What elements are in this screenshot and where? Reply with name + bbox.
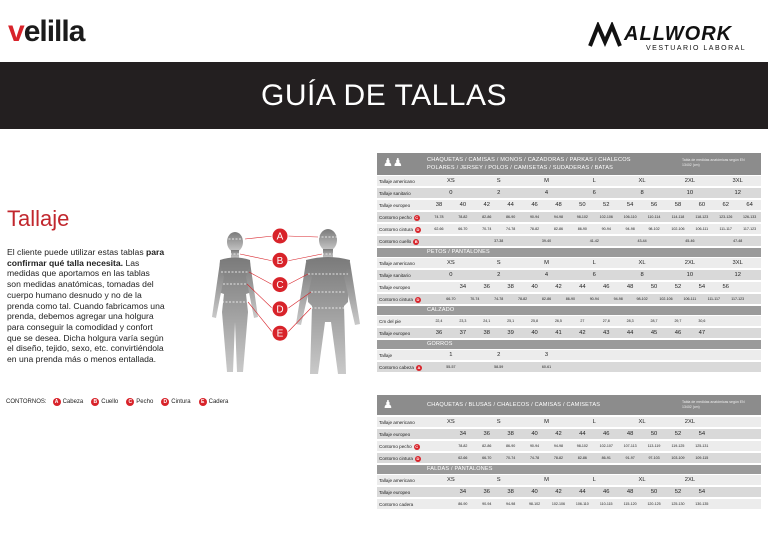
table-row xyxy=(377,441,761,452)
table-cell: M xyxy=(544,477,549,483)
contorno-cadera xyxy=(199,398,229,406)
table-cell: 86-90 xyxy=(458,502,468,506)
table-cell: 66-70 xyxy=(458,227,468,231)
svg-text:E: E xyxy=(276,328,284,340)
table-cell: 8 xyxy=(640,190,644,196)
table-cell: 45-46 xyxy=(685,239,695,243)
row-label: Tallaje sanitario xyxy=(379,273,411,278)
table-cell: 52 xyxy=(674,489,682,495)
table-cell: 0 xyxy=(449,190,453,196)
table-cell: 25,1 xyxy=(507,319,515,323)
section-header: FALDAS / PANTALONES xyxy=(377,465,761,474)
tallaje-heading: Tallaje xyxy=(7,206,70,231)
table-cell: S xyxy=(496,178,501,184)
table-row xyxy=(377,499,761,510)
table-cell: 40 xyxy=(531,284,538,290)
table-cell: 48 xyxy=(626,431,634,437)
woman-icon: ♟ xyxy=(383,399,393,411)
table-cell: 86-90 xyxy=(565,297,575,301)
table-cell: L xyxy=(592,477,596,483)
table-cell: XL xyxy=(638,419,646,425)
table-cell: 2XL xyxy=(684,260,696,266)
table-cell: 102-106 xyxy=(659,297,673,301)
svg-text:D: D xyxy=(276,304,284,316)
table-cell: 125-131 xyxy=(695,444,709,448)
table-cell: 12 xyxy=(734,190,741,196)
table-cell: 60 xyxy=(698,202,706,208)
svg-text:C: C xyxy=(276,280,284,292)
title-banner xyxy=(0,62,768,129)
row-label: Contorno cabeza A xyxy=(379,365,421,371)
table-cell: 78-82 xyxy=(529,227,540,231)
contour-marker: D xyxy=(416,456,420,462)
table-cell: 82-86 xyxy=(482,444,492,448)
table-row xyxy=(377,328,761,339)
table-cell: 43-44 xyxy=(637,239,647,243)
table-cell: 70-74 xyxy=(506,456,516,460)
section-header: CALZADO xyxy=(377,306,761,315)
table-cell: 38 xyxy=(507,431,514,437)
table-cell: 37-38 xyxy=(494,239,504,243)
table-cell: 26,5 xyxy=(554,319,562,323)
table-cell: 8 xyxy=(640,272,644,278)
table-cell: 120-125 xyxy=(647,502,661,506)
table-cell: 50 xyxy=(650,431,658,437)
table-cell: 66-70 xyxy=(446,297,456,301)
table-cell: 110-114 xyxy=(647,215,661,219)
table-cell: 44 xyxy=(626,330,634,336)
contornos-legend: CONTORNOS: A Cabeza B Cuello C Pecho D Cintura E Cadera xyxy=(6,399,229,405)
contour-marker: C xyxy=(415,444,419,450)
table-row xyxy=(377,350,761,361)
marker-c xyxy=(272,277,288,293)
contorno-cabeza xyxy=(53,398,84,406)
contorno-letter: A xyxy=(53,398,61,406)
table-cell: 54 xyxy=(626,202,634,208)
table-cell: 60-61 xyxy=(541,365,552,369)
table-cell: 36 xyxy=(483,431,490,437)
table-row xyxy=(377,258,761,269)
table-cell: XL xyxy=(638,178,646,184)
table-row xyxy=(377,475,761,486)
table-cell: 40 xyxy=(459,202,467,208)
table-cell: XS xyxy=(447,477,455,483)
table-cell: S xyxy=(496,419,501,425)
table-cell: 22,4 xyxy=(435,319,443,323)
table-header xyxy=(377,395,761,415)
categories-line-1: CHAQUETAS / CAMISAS / MONOS / CAZADORAS / PARKAS / CHALECOS xyxy=(427,157,631,163)
table-cell: 74-78 xyxy=(529,456,540,460)
row-label: Contorno cintura D xyxy=(379,456,420,462)
table-cell: 42 xyxy=(555,284,562,290)
top-bar xyxy=(0,0,768,62)
table-row xyxy=(377,294,761,305)
table-cell: 42 xyxy=(579,330,586,336)
table-cell: 23,3 xyxy=(459,319,467,323)
table-cell: 86-90 xyxy=(506,215,516,219)
table-cell: 90-94 xyxy=(601,227,611,231)
table-cell: 47 xyxy=(698,330,706,336)
table-cell: 44 xyxy=(579,489,586,495)
table-cell: 47-48 xyxy=(733,239,743,243)
table-cell: 78-82 xyxy=(458,444,468,448)
table-cell: 48 xyxy=(626,489,634,495)
table-row xyxy=(377,487,761,498)
table-cell: 114-118 xyxy=(671,215,685,219)
table-cell: 42 xyxy=(483,202,490,208)
table-cell: 54 xyxy=(698,431,706,437)
row-label: Tallaje americano xyxy=(379,420,415,425)
table-cell: S xyxy=(496,477,501,483)
table-cell: 62 xyxy=(722,202,729,208)
table-cell: 103-109 xyxy=(671,456,685,460)
table-cell: 43 xyxy=(603,330,610,336)
table-cell: 41 xyxy=(555,330,562,336)
table-cell: 55-57 xyxy=(446,365,456,369)
row-label: Tallaje europeo xyxy=(379,203,411,208)
table-cell: 78-82 xyxy=(553,456,564,460)
row-label: Tallaje europeo xyxy=(379,490,411,495)
table-cell: 107-113 xyxy=(623,444,637,448)
table-cell: 102-107 xyxy=(599,444,613,448)
table-row xyxy=(377,362,761,373)
table-cell: 28,3 xyxy=(626,319,634,323)
table-row xyxy=(377,282,761,293)
table-cell: 66-70 xyxy=(482,456,492,460)
table-cell: 125-130 xyxy=(671,502,685,506)
table-cell: 54 xyxy=(698,489,706,495)
table-cell: 86-90 xyxy=(506,444,516,448)
contour-marker: D xyxy=(416,297,420,303)
table-cell: 44 xyxy=(507,202,514,208)
table-cell: 118-123 xyxy=(695,215,709,219)
table-cell: 2XL xyxy=(684,419,696,425)
table-cell: 38 xyxy=(507,489,514,495)
table-cell: 106-110 xyxy=(575,502,589,506)
contorno-pecho xyxy=(126,398,153,406)
table-cell: 2 xyxy=(497,352,501,358)
row-label: Tallaje americano xyxy=(379,179,415,184)
table-cell: L xyxy=(592,178,596,184)
table-cell: 94-98 xyxy=(613,297,623,301)
table-cell: 56 xyxy=(650,202,658,208)
row-label: Tallaje xyxy=(379,353,393,358)
table-row xyxy=(377,236,761,247)
table-header xyxy=(377,153,761,175)
table-row xyxy=(377,188,761,199)
contorno-name: Cintura xyxy=(171,399,191,405)
table-cell: 82-86 xyxy=(482,215,492,219)
table-cell: M xyxy=(544,260,549,266)
table-cell: 58 xyxy=(674,202,682,208)
table-cell: 78-82 xyxy=(517,297,528,301)
table-cell: 74-78 xyxy=(494,297,504,301)
categories-line-2: POLARES / JERSEY / POLOS / CAMISETAS / SUDADERAS / BATAS xyxy=(427,165,614,171)
table-cell: 36 xyxy=(435,330,443,336)
table-cell: 44 xyxy=(579,431,586,437)
table-cell: 70-74 xyxy=(470,297,480,301)
table-cell: 94-98 xyxy=(553,215,564,219)
table-cell: 38 xyxy=(507,284,514,290)
row-label: Tallaje europeo xyxy=(379,285,411,290)
table-cell: 102-106 xyxy=(599,215,613,219)
table-cell: 46 xyxy=(603,489,610,495)
table-cell: 102-106 xyxy=(551,502,566,506)
table-cell: 40 xyxy=(531,330,538,336)
table-row xyxy=(377,429,761,440)
table-cell: 4 xyxy=(544,272,549,278)
intro-text: El cliente puede utilizar estas tablas para confirmar qué talla necesita. Las medidas que aportamos en las tablas son medidas anatómicas, tomadas del cuerpo humano desnudo y no de la prenda como tal. Cuando fabricamos una prenda, debemos agregar una holgura para conseguir la comodidad y confort que se desea. Dicha holgura varía según el diseño, tejido, sexo, etc. convirtiéndola en una prenda más o menos entallada. xyxy=(7,247,165,365)
table-row xyxy=(377,212,761,223)
table-cell: 27 xyxy=(580,319,585,323)
table-cell: 10 xyxy=(686,272,694,278)
table-cell: 38 xyxy=(483,330,490,336)
table-cell: 62-66 xyxy=(434,227,444,231)
table-cell: 82-86 xyxy=(577,456,587,460)
table-cell: 25,8 xyxy=(531,319,539,323)
table-note: Tabla de medidas anatómicas según EN 13402 (cm) xyxy=(682,158,745,167)
svg-text:A: A xyxy=(276,231,284,243)
table-cell: 113-119 xyxy=(647,444,661,448)
marker-d xyxy=(272,301,288,317)
garment-categories: CHAQUETAS / BLUSAS / CHALECOS / CAMISAS / CAMISETAS xyxy=(427,402,601,408)
page-title: GUÍA DE TALLAS xyxy=(261,78,507,112)
contorno-letter: E xyxy=(199,398,207,406)
table-cell: 46 xyxy=(674,330,682,336)
table-cell: 44 xyxy=(579,284,586,290)
allwork-logo: ALLWORK VESTUARIO LABORAL xyxy=(588,20,758,54)
table-cell: 3XL xyxy=(732,178,743,184)
table-cell: 82-86 xyxy=(553,227,564,231)
people-icon: ♟♟ xyxy=(383,157,403,169)
table-cell: 4 xyxy=(544,190,549,196)
table-cell: 0 xyxy=(449,272,453,278)
table-cell: 52 xyxy=(603,202,610,208)
table-cell: 30,6 xyxy=(698,319,706,323)
table-cell: 6 xyxy=(592,272,596,278)
table-cell: 42 xyxy=(555,431,562,437)
table-cell: 90-94 xyxy=(529,215,540,219)
table-cell: 94-98 xyxy=(625,227,635,231)
table-cell: 98-102 xyxy=(528,502,541,506)
table-cell: 98-102 xyxy=(576,215,588,219)
table-cell: 78-82 xyxy=(458,215,468,219)
table-cell: 58-59 xyxy=(494,365,504,369)
contorno-name: Pecho xyxy=(136,399,154,405)
table-cell: XS xyxy=(447,419,455,425)
table-cell: 126-133 xyxy=(743,215,757,219)
table-cell: 94-98 xyxy=(506,502,516,506)
contorno-cuello xyxy=(91,398,118,406)
table-cell: 6 xyxy=(592,190,596,196)
table-cell: 115-120 xyxy=(623,502,637,506)
table-cell: 111-117 xyxy=(719,227,732,231)
table-cell: 56 xyxy=(722,284,729,290)
table-note: Tabla de medidas anatómicas según EN 13402 (cm) xyxy=(682,400,745,409)
table-cell: 36 xyxy=(483,284,490,290)
contorno-name: Cabeza xyxy=(62,399,84,405)
table-cell: 42 xyxy=(555,489,562,495)
table-cell: 2 xyxy=(497,272,501,278)
table-cell: 37 xyxy=(459,330,467,336)
table-cell: 46 xyxy=(603,284,610,290)
table-cell: 38 xyxy=(435,202,443,208)
row-label: Tallaje europeo xyxy=(379,331,411,336)
contour-marker: D xyxy=(416,227,420,233)
table-cell: 34 xyxy=(459,431,467,437)
table-cell: 98-102 xyxy=(648,227,660,231)
table-cell: 28,7 xyxy=(650,319,658,323)
table-cell: 98-102 xyxy=(636,297,648,301)
row-label: Tallaje europeo xyxy=(379,432,411,437)
table-cell: 82-86 xyxy=(541,297,552,301)
table-cell: 52 xyxy=(674,284,682,290)
marker-e xyxy=(272,325,288,341)
contorno-cintura xyxy=(161,398,190,406)
contorno-letter: C xyxy=(126,398,134,406)
table-cell: 98-102 xyxy=(576,444,588,448)
table-cell: 3XL xyxy=(732,260,743,266)
table-cell: 130-135 xyxy=(695,502,709,506)
table-cell: XL xyxy=(638,260,646,266)
table-cell: 91-97 xyxy=(625,456,635,460)
table-cell: 54 xyxy=(698,284,706,290)
row-label: Tallaje americano xyxy=(379,261,415,266)
table-cell: 50 xyxy=(579,202,586,208)
velilla-logo: velilla xyxy=(8,15,85,48)
table-cell: S xyxy=(496,260,501,266)
table-cell: 70-74 xyxy=(482,227,492,231)
table-cell: XS xyxy=(447,178,455,184)
row-label: Contorno cintura D xyxy=(379,227,420,233)
table-cell: 45 xyxy=(650,330,658,336)
row-label: Contorno pecho C xyxy=(379,444,419,450)
table-cell: 86-91 xyxy=(601,456,611,460)
row-label: Contorno cadera xyxy=(379,502,414,507)
contour-marker: A xyxy=(417,365,421,371)
section-header: PETOS / PANTALONES xyxy=(377,248,761,257)
table-cell: 48 xyxy=(555,202,562,208)
contorno-name: Cadera xyxy=(208,399,229,405)
row-label: Contorno cintura D xyxy=(379,297,420,303)
table-cell: 39 xyxy=(507,330,514,336)
table-row xyxy=(377,417,761,428)
male-figure xyxy=(296,229,360,374)
table-cell: 34 xyxy=(459,489,467,495)
table-cell: 29,7 xyxy=(674,319,682,323)
table-cell: 109-115 xyxy=(695,456,709,460)
row-label: Contorno cuello B xyxy=(379,239,418,245)
table-cell: 3 xyxy=(544,352,549,358)
table-cell: 106-111 xyxy=(683,297,697,301)
table-cell: 106-110 xyxy=(623,215,637,219)
table-cell: 119-125 xyxy=(671,444,685,448)
table-cell: 52 xyxy=(674,431,682,437)
row-label: Tallaje americano xyxy=(379,478,415,483)
contorno-letter: D xyxy=(161,398,169,406)
table-cell: 90-94 xyxy=(529,444,540,448)
table-cell: 86-90 xyxy=(577,227,587,231)
table-cell: 39-40 xyxy=(541,239,552,243)
section-header: GORROS xyxy=(377,340,761,349)
marker-a xyxy=(272,228,288,244)
table-cell: 117-123 xyxy=(731,297,745,301)
body-figures xyxy=(210,222,375,382)
svg-text:B: B xyxy=(276,255,284,267)
table-row xyxy=(377,176,761,187)
table-cell: 1 xyxy=(449,352,453,358)
table-cell: L xyxy=(592,260,596,266)
table-cell: XL xyxy=(638,477,646,483)
table-cell: 34 xyxy=(459,284,467,290)
table-cell: 110-115 xyxy=(599,502,613,506)
table-cell: 90-94 xyxy=(589,297,599,301)
table-cell: 50 xyxy=(650,284,658,290)
table-row xyxy=(377,224,761,235)
table-cell: 123-126 xyxy=(719,215,733,219)
table-cell: 94-98 xyxy=(553,444,564,448)
table-cell: 40 xyxy=(531,431,538,437)
table-cell: 111-117 xyxy=(707,297,720,301)
table-cell: 97-103 xyxy=(648,456,660,460)
table-cell: 102-106 xyxy=(671,227,685,231)
contour-marker: B xyxy=(414,239,418,245)
table-cell: 106-111 xyxy=(695,227,709,231)
marker-b xyxy=(272,252,288,268)
table-row xyxy=(377,200,761,211)
table-cell: 36 xyxy=(483,489,490,495)
female-figure xyxy=(212,232,258,372)
table-row xyxy=(377,270,761,281)
table-cell: 90-94 xyxy=(482,502,492,506)
table-cell: 46 xyxy=(531,202,538,208)
contour-marker: C xyxy=(415,215,419,221)
table-row xyxy=(377,316,761,327)
table-cell: 62-66 xyxy=(458,456,468,460)
table-cell: 46 xyxy=(603,431,610,437)
table-cell: M xyxy=(544,419,549,425)
contorno-letter: B xyxy=(91,398,99,406)
table-cell: L xyxy=(592,419,596,425)
table-cell: XS xyxy=(447,260,455,266)
contorno-name: Cuello xyxy=(101,399,119,405)
table-cell: 40 xyxy=(531,489,538,495)
table-cell: 74-78 xyxy=(506,227,516,231)
table-cell: 27,8 xyxy=(602,319,610,323)
allwork-mark-icon xyxy=(588,22,624,48)
table-cell: 50 xyxy=(650,489,658,495)
table-cell: 117-123 xyxy=(743,227,757,231)
table-cell: 48 xyxy=(626,284,634,290)
table-cell: 64 xyxy=(746,202,753,208)
table-cell: 2XL xyxy=(684,477,696,483)
table-cell: 2 xyxy=(497,190,501,196)
table-cell: 24,1 xyxy=(483,319,491,323)
table-cell: 74-78 xyxy=(434,215,444,219)
table-cell: 12 xyxy=(734,272,741,278)
table-cell: 2XL xyxy=(684,178,696,184)
table-cell: 10 xyxy=(686,190,694,196)
garment-categories xyxy=(427,156,631,172)
table-cell: 41-42 xyxy=(589,239,599,243)
row-label: Cm del pie xyxy=(379,319,401,324)
row-label: Tallaje sanitario xyxy=(379,191,411,196)
row-label: Contorno pecho C xyxy=(379,215,419,221)
table-cell: M xyxy=(544,178,549,184)
table-row xyxy=(377,453,761,464)
